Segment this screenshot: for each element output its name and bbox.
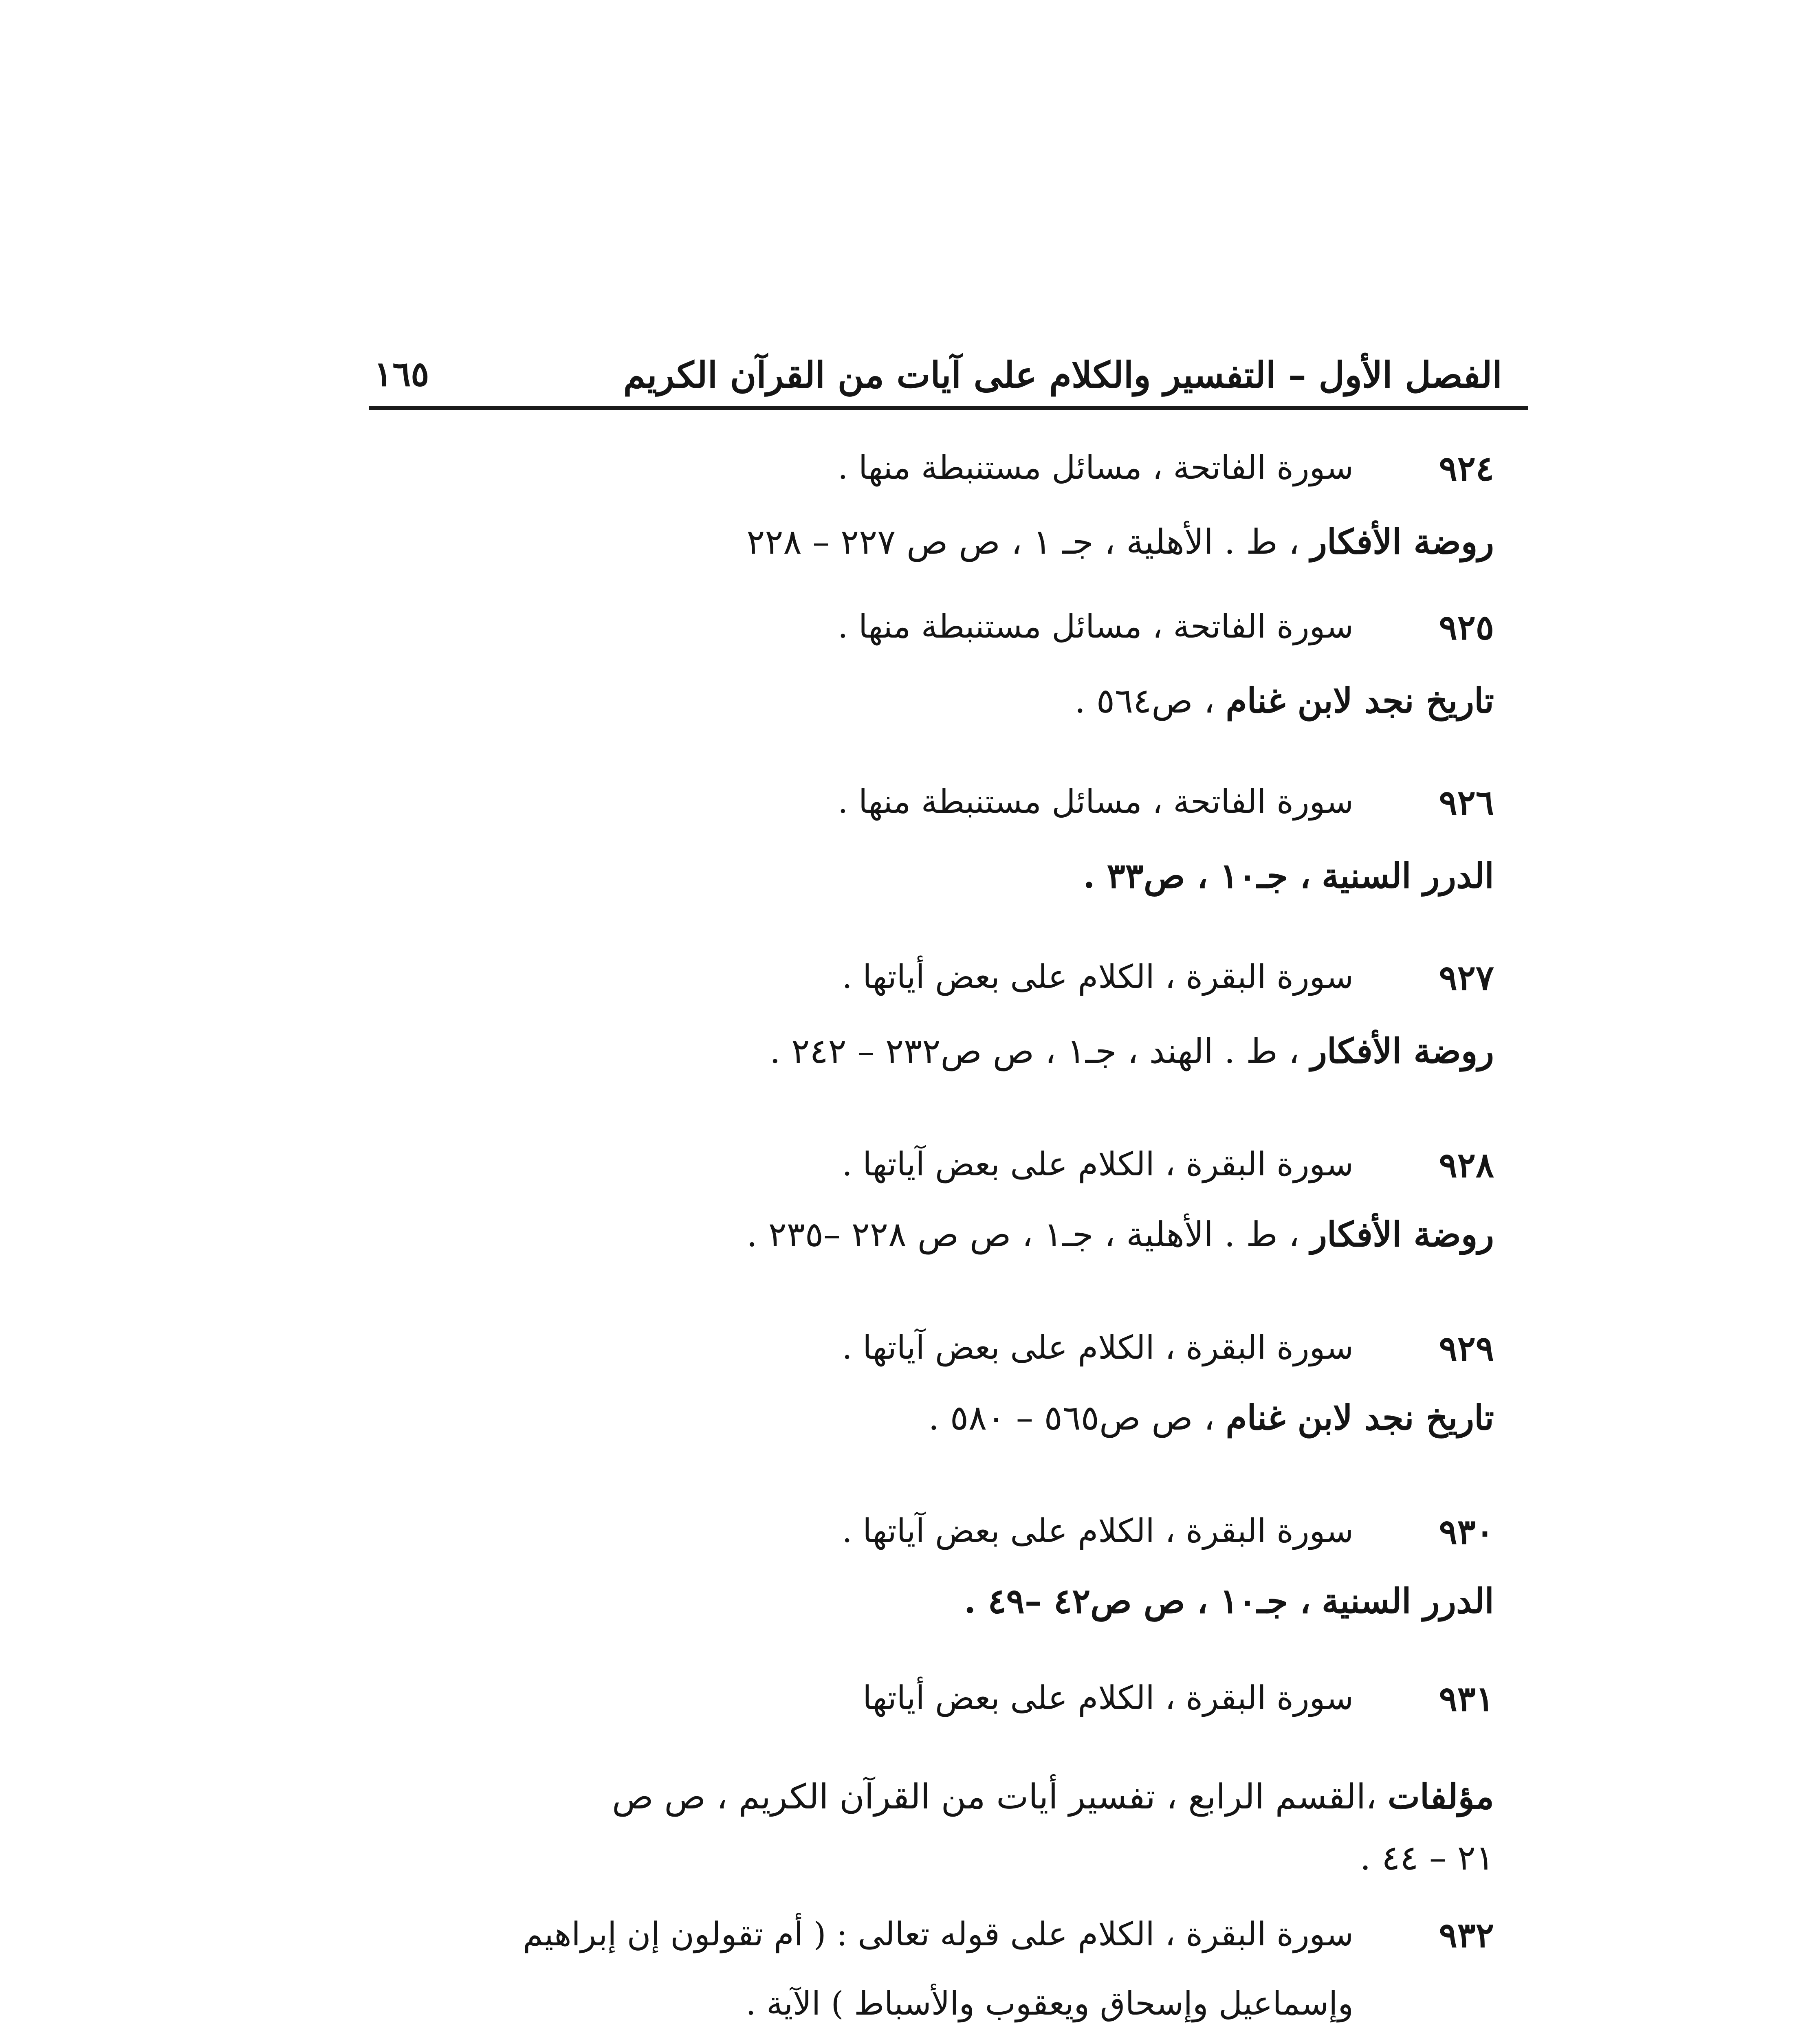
entry-reference xyxy=(964,1581,1494,1622)
entry-932 xyxy=(313,1915,1502,2037)
entry-subject: سورة البقرة ، الكلام على قوله تعالى : ( أم تقولون إن إبراهيم xyxy=(522,1915,1353,1953)
source-details: ، ط . الأهلية ، جـ١ ، ص ص ٢٢٨ –٢٣٥ . xyxy=(746,1214,1300,1254)
entry-number: ٩٢٩ xyxy=(1439,1328,1494,1368)
entry-924 xyxy=(333,448,1494,583)
entry-926 xyxy=(333,782,1494,913)
source-details: ،القسم الرابع ، تفسير أيات من القرآن الكريم ، ص ص xyxy=(612,1777,1377,1817)
source-details: ، جـ١٠ ، ص ص٤٢ –٤٩ . xyxy=(964,1581,1311,1621)
entry-reference xyxy=(746,1214,1494,1255)
page-number: ١٦٥ xyxy=(374,354,429,394)
entry-number: ٩٢٨ xyxy=(1439,1145,1494,1185)
entry-931 xyxy=(321,1678,1510,1907)
entry-reference xyxy=(770,1031,1494,1072)
source-title: مؤلفات xyxy=(1387,1776,1494,1817)
source-details: ، جـ١٠ ، ص٣٣ . xyxy=(1083,856,1311,896)
entry-subject: سورة البقرة ، الكلام على بعض آياتها . xyxy=(842,1512,1353,1550)
entry-reference xyxy=(1074,680,1494,722)
entry-number: ٩٢٤ xyxy=(1439,448,1494,488)
entry-subject: سورة البقرة ، الكلام على بعض آياتها . xyxy=(842,1145,1353,1183)
entry-subject-continued: وإسماعيل وإسحاق ويعقوب والأسباط ) الآية . xyxy=(746,1984,1353,2022)
source-title: روضة الأفكار xyxy=(1310,521,1494,562)
running-title: الفصل الأول – التفسير والكلام على آيات من القرآن الكريم xyxy=(623,354,1502,396)
entry-reference-continued: ٢١ – ٤٤ . xyxy=(1360,1838,1494,1878)
entry-number: ٩٢٥ xyxy=(1439,607,1494,647)
entry-number: ٩٣٠ xyxy=(1439,1511,1494,1552)
source-title: روضة الأفكار xyxy=(1310,1031,1494,1071)
entry-subject: سورة البقرة ، الكلام على بعض أياتها xyxy=(863,1679,1353,1717)
entry-929 xyxy=(333,1328,1494,1458)
source-title: الدرر السنية xyxy=(1322,856,1494,896)
entry-reference xyxy=(746,521,1494,563)
source-details: ، ط . الأهلية ، جـ ١ ، ص ص ٢٢٧ – ٢٢٨ xyxy=(746,522,1300,562)
header-rule xyxy=(369,406,1528,410)
source-details: ، ص٥٦٤ . xyxy=(1074,681,1215,721)
entry-928 xyxy=(333,1145,1494,1275)
entry-927 xyxy=(333,957,1494,1088)
entry-number: ٩٣١ xyxy=(1439,1678,1494,1719)
entry-number: ٩٢٧ xyxy=(1439,957,1494,998)
entry-subject: سورة الفاتحة ، مسائل مستنبطة منها . xyxy=(838,607,1353,645)
entry-reference xyxy=(612,1776,1494,1817)
entry-925 xyxy=(333,607,1494,737)
entry-subject: سورة الفاتحة ، مسائل مستنبطة منها . xyxy=(838,449,1353,486)
source-title: الدرر السنية xyxy=(1322,1581,1494,1621)
entry-subject: سورة الفاتحة ، مسائل مستنبطة منها . xyxy=(838,783,1353,821)
entry-subject: سورة البقرة ، الكلام على بعض آياتها . xyxy=(842,1329,1353,1366)
source-title: تاريخ نجد لابن غنام xyxy=(1226,1397,1494,1438)
entry-930 xyxy=(333,1511,1494,1642)
entry-subject: سورة البقرة ، الكلام على بعض أياتها . xyxy=(842,958,1353,996)
source-title: روضة الأفكار xyxy=(1310,1214,1494,1254)
entry-reference xyxy=(1083,856,1494,897)
entry-number: ٩٢٦ xyxy=(1439,782,1494,823)
entry-number: ٩٣٢ xyxy=(1439,1915,1494,1955)
source-details: ، ط . الهند ، جـ١ ، ص ص٢٣٢ – ٢٤٢ . xyxy=(769,1031,1300,1071)
source-title: تاريخ نجد لابن غنام xyxy=(1226,680,1494,721)
entry-reference xyxy=(928,1397,1494,1439)
source-details: ، ص ص٥٦٥ – ٥٨٠ . xyxy=(928,1398,1215,1438)
